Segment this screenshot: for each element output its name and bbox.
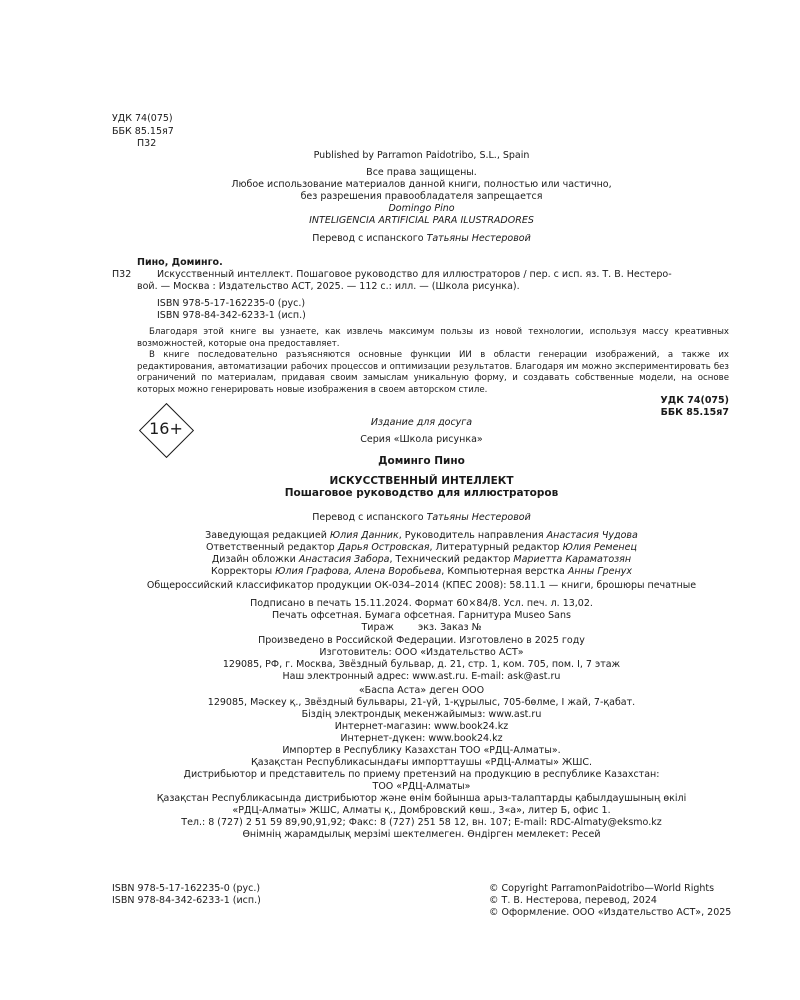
kz-line-7: Қазақстан Республикасындағы импорттаушы «РДЦ-Алматы» ЖШС. — [250, 757, 593, 768]
kz-line-11: «РДЦ-Алматы» ЖШС, Алматы қ., Домбровский көш., 3«а», литер Б, офис 1. — [232, 805, 611, 816]
udk-code-bottom: УДК 74(075) — [660, 395, 729, 406]
kz-line-13: Өнімнің жарамдылық мерзімі шектелмеген. Өндірген мемлекет: Ресей — [242, 829, 601, 840]
catalog-line-1: Искусственный интеллект. Пошаговое руководство для иллюстраторов / пер. с исп. яз. Т. В. Нестеро- — [157, 269, 672, 280]
isbn-ru: ISBN 978-5-17-162235-0 (рус.) — [157, 298, 306, 309]
catalog-heading: Пино, Доминго. — [137, 257, 223, 268]
role: Ответственный редактор — [206, 542, 335, 553]
role: Заведующая редакцией — [205, 530, 327, 541]
classifier: Общероссийский классификатор продукции ОК-034–2014 (КПЕС 2008): 58.11.1 — книги, брошюры печатные — [146, 580, 697, 591]
role: , Технический редактор — [389, 554, 511, 565]
copyright-3: © Оформление. ООО «Издательство АСТ», 2025 — [489, 907, 732, 918]
translator-name: Татьяны Нестеровой — [426, 233, 531, 244]
author-mark: П32 — [137, 138, 157, 149]
bbk-code-bottom: ББК 85.15я7 — [660, 407, 729, 418]
kz-line-6: Импортер в Республику Казахстан ТОО «РДЦ-Алматы». — [282, 745, 561, 756]
production-3: 129085, РФ, г. Москва, Звёздный бульвар, д. 21, стр. 1, ком. 705, пом. I, 7 этаж — [222, 659, 621, 670]
translation-prefix: Перевод с испанского — [312, 233, 424, 244]
rights-line-2: Любое использование материалов данной книги, полностью или частично, — [231, 179, 612, 190]
role: , Литературный редактор — [429, 542, 560, 553]
person: Юлия Данник — [329, 530, 399, 541]
production-2: Изготовитель: ООО «Издательство АСТ» — [319, 647, 524, 658]
udk-code: УДК 74(075) — [112, 113, 173, 124]
role: Дизайн обложки — [211, 554, 296, 565]
rights-line-1: Все права защищены. — [366, 167, 477, 178]
kz-line-1: «Баспа Аста» деген ООО — [358, 685, 485, 696]
rights-line-3: без разрешения правообладателя запрещается — [300, 191, 543, 202]
staff-line-2 — [0, 542, 800, 554]
author-name: Доминго Пино — [378, 455, 465, 467]
catalog-mark: П32 — [112, 269, 132, 280]
kz-line-10: Қазақстан Республикасында дистрибьютор және өнім бойынша арыз-талаптарды қабылдаушының өкілі — [156, 793, 687, 804]
annotation — [137, 327, 729, 397]
role: , Компьютерная верстка — [441, 566, 565, 577]
kz-line-12: Тел.: 8 (727) 2 51 59 89,90,91,92; Факс: 8 (727) 251 58 12, вн. 107; E-mail: RDC-Almaty@eksmo.kz — [181, 817, 662, 828]
annotation-para-2: В книге последовательно разъясняются основные функции ИИ в области генерации изображений, а также их редактирования, автоматизации рабочих процессов и оптимизации результатов. Благодаря им можно экспериментировать без ограничений по материалам, придавая своим замыслам уникальную форму, и создавать собственные модели, на основе которых можно генерировать новые изображения в своем авторском стиле. — [137, 350, 729, 395]
kz-line-5: Интернет-дүкен: www.book24.kz — [340, 733, 503, 744]
production-1: Произведено в Российской Федерации. Изготовлено в 2025 году — [258, 635, 585, 646]
person: Анастасия Забора — [298, 554, 390, 565]
age-rating: 16+ — [149, 419, 183, 438]
kz-line-4: Интернет-магазин: www.book24.kz — [334, 721, 509, 732]
staff-line-1 — [0, 530, 800, 542]
print-info-1: Подписано в печать 15.11.2024. Формат 60×84/8. Усл. печ. л. 13,02. — [250, 598, 593, 609]
production-4: Наш электронный адрес: www.ast.ru. E-mail: ask@ast.ru — [282, 671, 561, 682]
translation-credit-2 — [0, 512, 800, 524]
catalog-line-2: вой. — Москва : Издательство АСТ, 2025. — 112 с.: илл. — (Школа рисунка). — [137, 281, 520, 292]
person: Анны Гренух — [567, 566, 632, 577]
print-info-2: Печать офсетная. Бумага офсетная. Гарнитура Museo Sans — [272, 610, 571, 621]
edition-type: Издание для досуга — [370, 417, 473, 428]
kz-line-9: ТОО «РДЦ-Алматы» — [372, 781, 471, 792]
staff-line-4 — [0, 566, 800, 578]
translator-name-2: Татьяны Нестеровой — [426, 512, 531, 523]
series: Серия «Школа рисунка» — [360, 434, 483, 445]
role: , Руководитель направления — [398, 530, 544, 541]
publisher-note: Published by Parramon Paidotribo, S.L., Spain — [313, 150, 530, 161]
footer-isbn-es: ISBN 978-84-342-6233-1 (исп.) — [112, 895, 261, 906]
person: Мариетта Караматозян — [513, 554, 632, 565]
isbn-es: ISBN 978-84-342-6233-1 (исп.) — [157, 310, 306, 321]
original-author: Domingo Pino — [388, 203, 455, 214]
person: Юлия Графова, Алена Воробьева — [275, 566, 442, 577]
book-subtitle: Пошаговое руководство для иллюстраторов — [284, 487, 559, 499]
footer-isbn-ru: ISBN 978-5-17-162235-0 (рус.) — [112, 883, 261, 894]
print-info-3: Тираж экз. Заказ № — [361, 622, 482, 633]
person: Дарья Островская — [337, 542, 430, 553]
copyright-2: © Т. В. Нестерова, перевод, 2024 — [489, 895, 657, 906]
person: Юлия Ременец — [562, 542, 637, 553]
kz-line-8: Дистрибьютор и представитель по приему претензий на продукцию в республике Казахстан: — [183, 769, 660, 780]
person: Анастасия Чудова — [546, 530, 638, 541]
staff-line-3 — [0, 554, 800, 566]
kz-line-3: Біздің электрондық мекенжайымыз: www.ast.ru — [301, 709, 542, 720]
bbk-code: ББК 85.15я7 — [112, 126, 174, 137]
translation-prefix-2: Перевод с испанского — [312, 512, 424, 523]
book-title: ИСКУССТВЕННЫЙ ИНТЕЛЛЕКТ — [329, 475, 514, 487]
annotation-para-1: Благодаря этой книге вы узнаете, как извлечь максимум пользы из новой технологии, используя массу креативных возможностей, которые она предоставляет. — [137, 327, 729, 349]
kz-line-2: 129085, Мәскеу қ., Звёздный бульвары, 21-үй, 1-құрылыс, 705-бөлме, I жай, 7-қабат. — [207, 697, 636, 708]
role: Корректоры — [211, 566, 273, 577]
copyright-1: © Copyright ParramonPaidotribo—World Rights — [489, 883, 715, 894]
translation-credit — [0, 233, 800, 245]
original-title: INTELIGENCIA ARTIFICIAL PARA ILUSTRADORES — [309, 215, 534, 226]
